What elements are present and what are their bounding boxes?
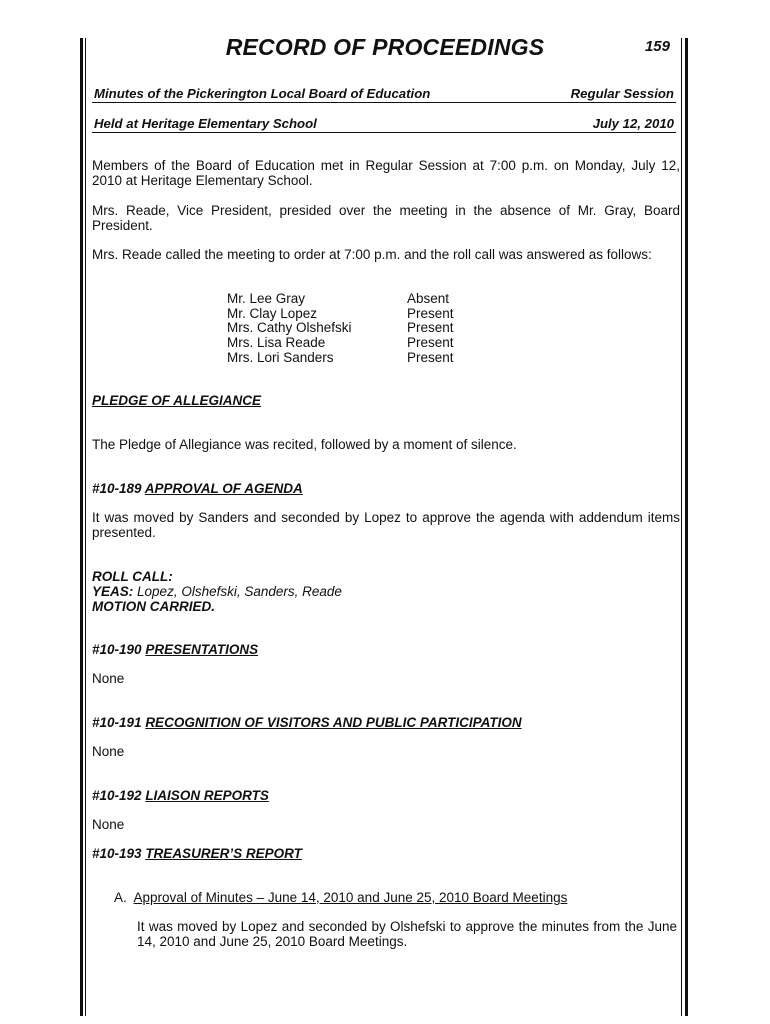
section-title: RECOGNITION OF VISITORS AND PUBLIC PARTICIPATION xyxy=(145,715,522,730)
section-text: None xyxy=(92,671,125,686)
roll-call-label: ROLL CALL: xyxy=(92,569,173,584)
intro-paragraph-2: Mrs. Reade, Vice President, presided over the meeting in the absence of Mr. Gray, Board President. xyxy=(92,203,680,233)
motion-result: MOTION CARRIED. xyxy=(92,599,215,614)
roll-call-row: Mrs. Lisa Reade Present xyxy=(227,335,454,351)
item-title: Approval of Minutes – June 14, 2010 and June 25, 2010 Board Meetings xyxy=(133,890,568,905)
intro-paragraph-1: Members of the Board of Education met in Regular Session at 7:00 p.m. on Monday, July 12, 2010 at Heritage Elementary School. xyxy=(92,158,680,188)
roll-call-row: Mrs. Lori Sanders Present xyxy=(227,349,454,365)
section-number: #10-192 xyxy=(92,788,142,803)
roll-call-list xyxy=(227,291,527,364)
roll-call-row: Mr. Lee Gray Absent xyxy=(227,291,450,306)
treasurer-heading xyxy=(92,846,680,861)
section-heading xyxy=(92,788,680,803)
section-text: None xyxy=(92,744,125,759)
section-number: #10-190 xyxy=(92,642,142,657)
pledge-text: The Pledge of Allegiance was recited, followed by a moment of silence. xyxy=(92,437,517,452)
treasurer-item-a-text: It was moved by Lopez and seconded by Olshefski to approve the minutes from the June 14, 2010 and June 25, 2010 Board Meetings. xyxy=(137,919,677,949)
section-title: PRESENTATIONS xyxy=(145,642,259,657)
yeas-line xyxy=(92,584,680,599)
roll-call-row: Mrs. Cathy Olshefski Present xyxy=(227,320,454,336)
section-heading xyxy=(92,715,680,730)
left-margin-rule-thin xyxy=(85,38,86,1016)
left-margin-rule-thick xyxy=(80,38,83,1016)
section-text: None xyxy=(92,817,125,832)
board-name: Minutes of the Pickerington Local Board of Education xyxy=(94,86,431,101)
header-line-board xyxy=(92,85,676,103)
page-title: RECORD OF PROCEEDINGS xyxy=(225,34,545,60)
treasurer-title: TREASURER’S REPORT xyxy=(145,846,302,861)
treasurer-number: #10-193 xyxy=(92,846,142,861)
meeting-location: Held at Heritage Elementary School xyxy=(94,116,317,131)
pledge-heading: PLEDGE OF ALLEGIANCE xyxy=(92,393,262,408)
page-number: 159 xyxy=(644,38,670,55)
intro-paragraph-3: Mrs. Reade called the meeting to order at 7:00 p.m. and the roll call was answered as follows: xyxy=(92,247,652,262)
section-number: #10-191 xyxy=(92,715,142,730)
agenda-text: It was moved by Sanders and seconded by Lopez to approve the agenda with addendum items presented. xyxy=(92,510,680,540)
right-margin-rule-thick xyxy=(685,38,688,1016)
agenda-title: APPROVAL OF AGENDA xyxy=(144,481,303,496)
header-line-location xyxy=(92,115,676,133)
yeas-label: YEAS: xyxy=(92,584,134,599)
right-margin-rule-thin xyxy=(681,38,682,1016)
meeting-date: July 12, 2010 xyxy=(592,116,674,131)
yeas-names: Lopez, Olshefski, Sanders, Reade xyxy=(137,584,342,599)
treasurer-item-a xyxy=(114,890,674,905)
item-letter: A. xyxy=(114,890,127,905)
roll-call-row: Mr. Clay Lopez Present xyxy=(227,305,454,321)
section-title: LIAISON REPORTS xyxy=(145,788,269,803)
agenda-number: #10-189 xyxy=(92,481,142,496)
section-heading xyxy=(92,642,680,657)
session-type: Regular Session xyxy=(570,86,674,101)
agenda-heading xyxy=(92,481,680,496)
